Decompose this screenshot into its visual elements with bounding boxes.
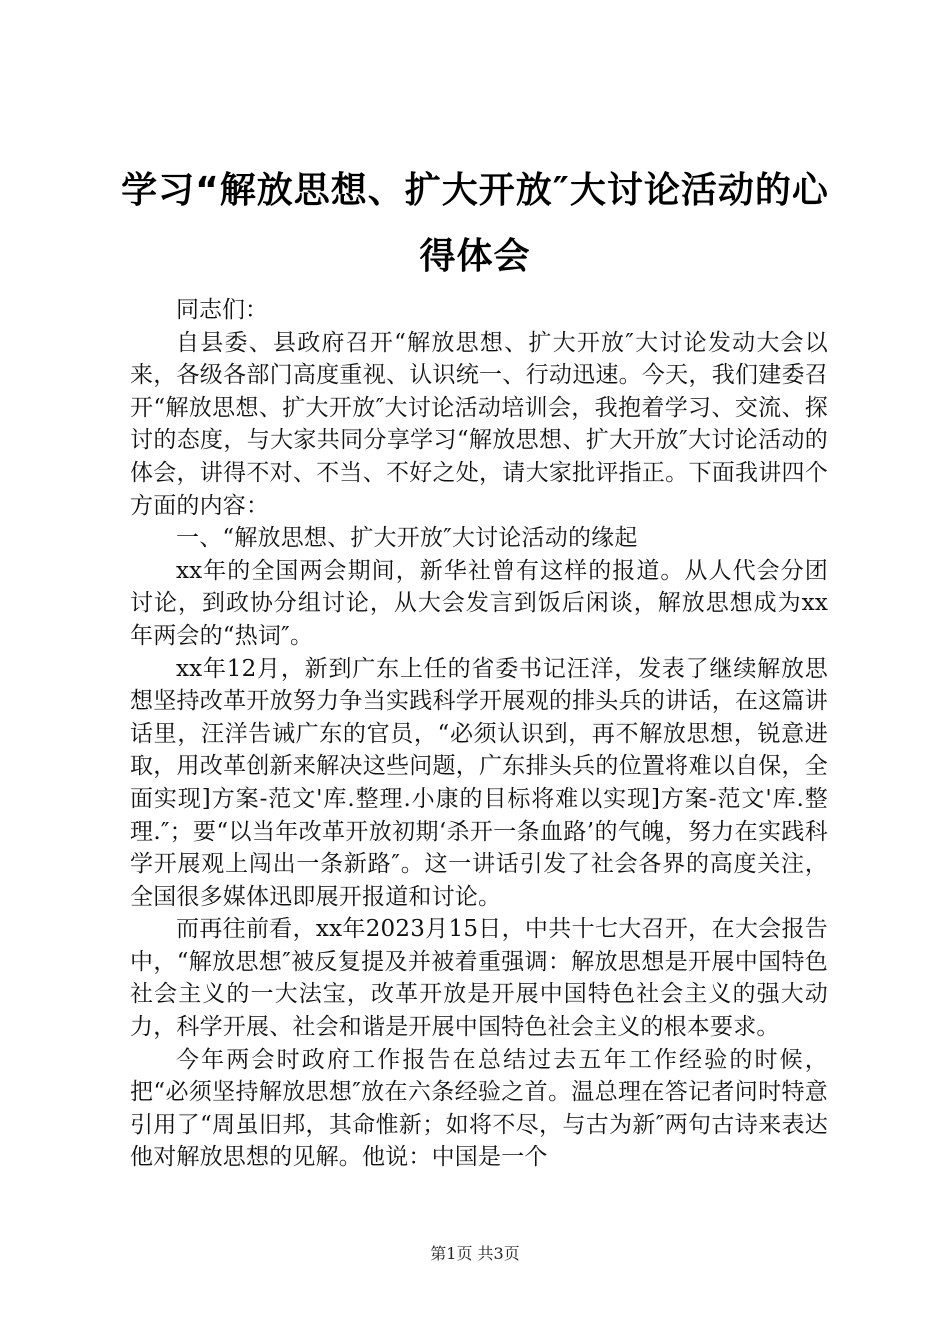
paragraph-intro: 自县委、县政府召开“解放思想、扩大开放″大讨论发动大会以来，各级各部门高度重视、认识统一、行动迅速。今天，我们建委召开“解放思想、扩大开放″大讨论活动培训会，我抱着学习、交流、探讨的态度，与大家共同分享学习“解放思想、扩大开放″大讨论活动的体会，讲得不对、不当、不好之处，请大家批评指正。下面我讲四个方面的内容： — [130, 329, 828, 519]
paragraph-guangdong: xx年12月，新到广东上任的省委书记汪洋，发表了继续解放思想坚持改革开放努力争当实践科学开展观的排头兵的讲话，在这篇讲话里，汪洋告诫广东的官员，“必须认识到，再不解放思想，锐意进取，用改革创新来解决这些问题，广东排头兵的位置将难以自保，全面实现]方案-范文'库.整理.小康的目标将难以实现]方案-范文'库.整理.″；要“以当年改革开放初期‘杀开一条血路’的气魄，努力在实践科学开展观上闯出一条新路″。这一讲话引发了社会各界的高度关注，全国很多媒体迅即展开报道和讨论。 — [130, 655, 828, 910]
paragraph-seventeenth-congress: 而再往前看，xx年2023月15日，中共十七大召开，在大会报告中，“解放思想″被反复提及并被着重强调：解放思想是开展中国特色社会主义的一大法宝，改革开放是开展中国特色社会主义的强大动力，科学开展、社会和谐是开展中国特色社会主义的根本要求。 — [130, 916, 828, 1041]
paragraph-government-report: 今年两会时政府工作报告在总结过去五年工作经验的时候，把“必须坚持解放思想″放在六条经验之首。温总理在答记者问时特意引用了“周虽旧邦，其命惟新；如将不尽，与古为新″两句古诗来表达他对解放思想的见解。他说：中国是一个 — [130, 1046, 828, 1171]
document-title: 学习“解放思想、扩大开放″大讨论活动的心得体会 — [121, 170, 829, 277]
salutation: 同志们： — [176, 297, 268, 323]
page-footer: 第1页 共3页 — [430, 1244, 520, 1263]
document-body — [130, 294, 828, 1174]
paragraph-two-sessions: xx年的全国两会期间，新华社曾有这样的报道。从人代会分团讨论，到政协分组讨论，从大会发言到饭后闲谈，解放思想成为xx年两会的“热词″。 — [130, 557, 828, 649]
section-heading-1: 一、“解放思想、扩大开放″大讨论活动的缘起 — [176, 525, 638, 552]
